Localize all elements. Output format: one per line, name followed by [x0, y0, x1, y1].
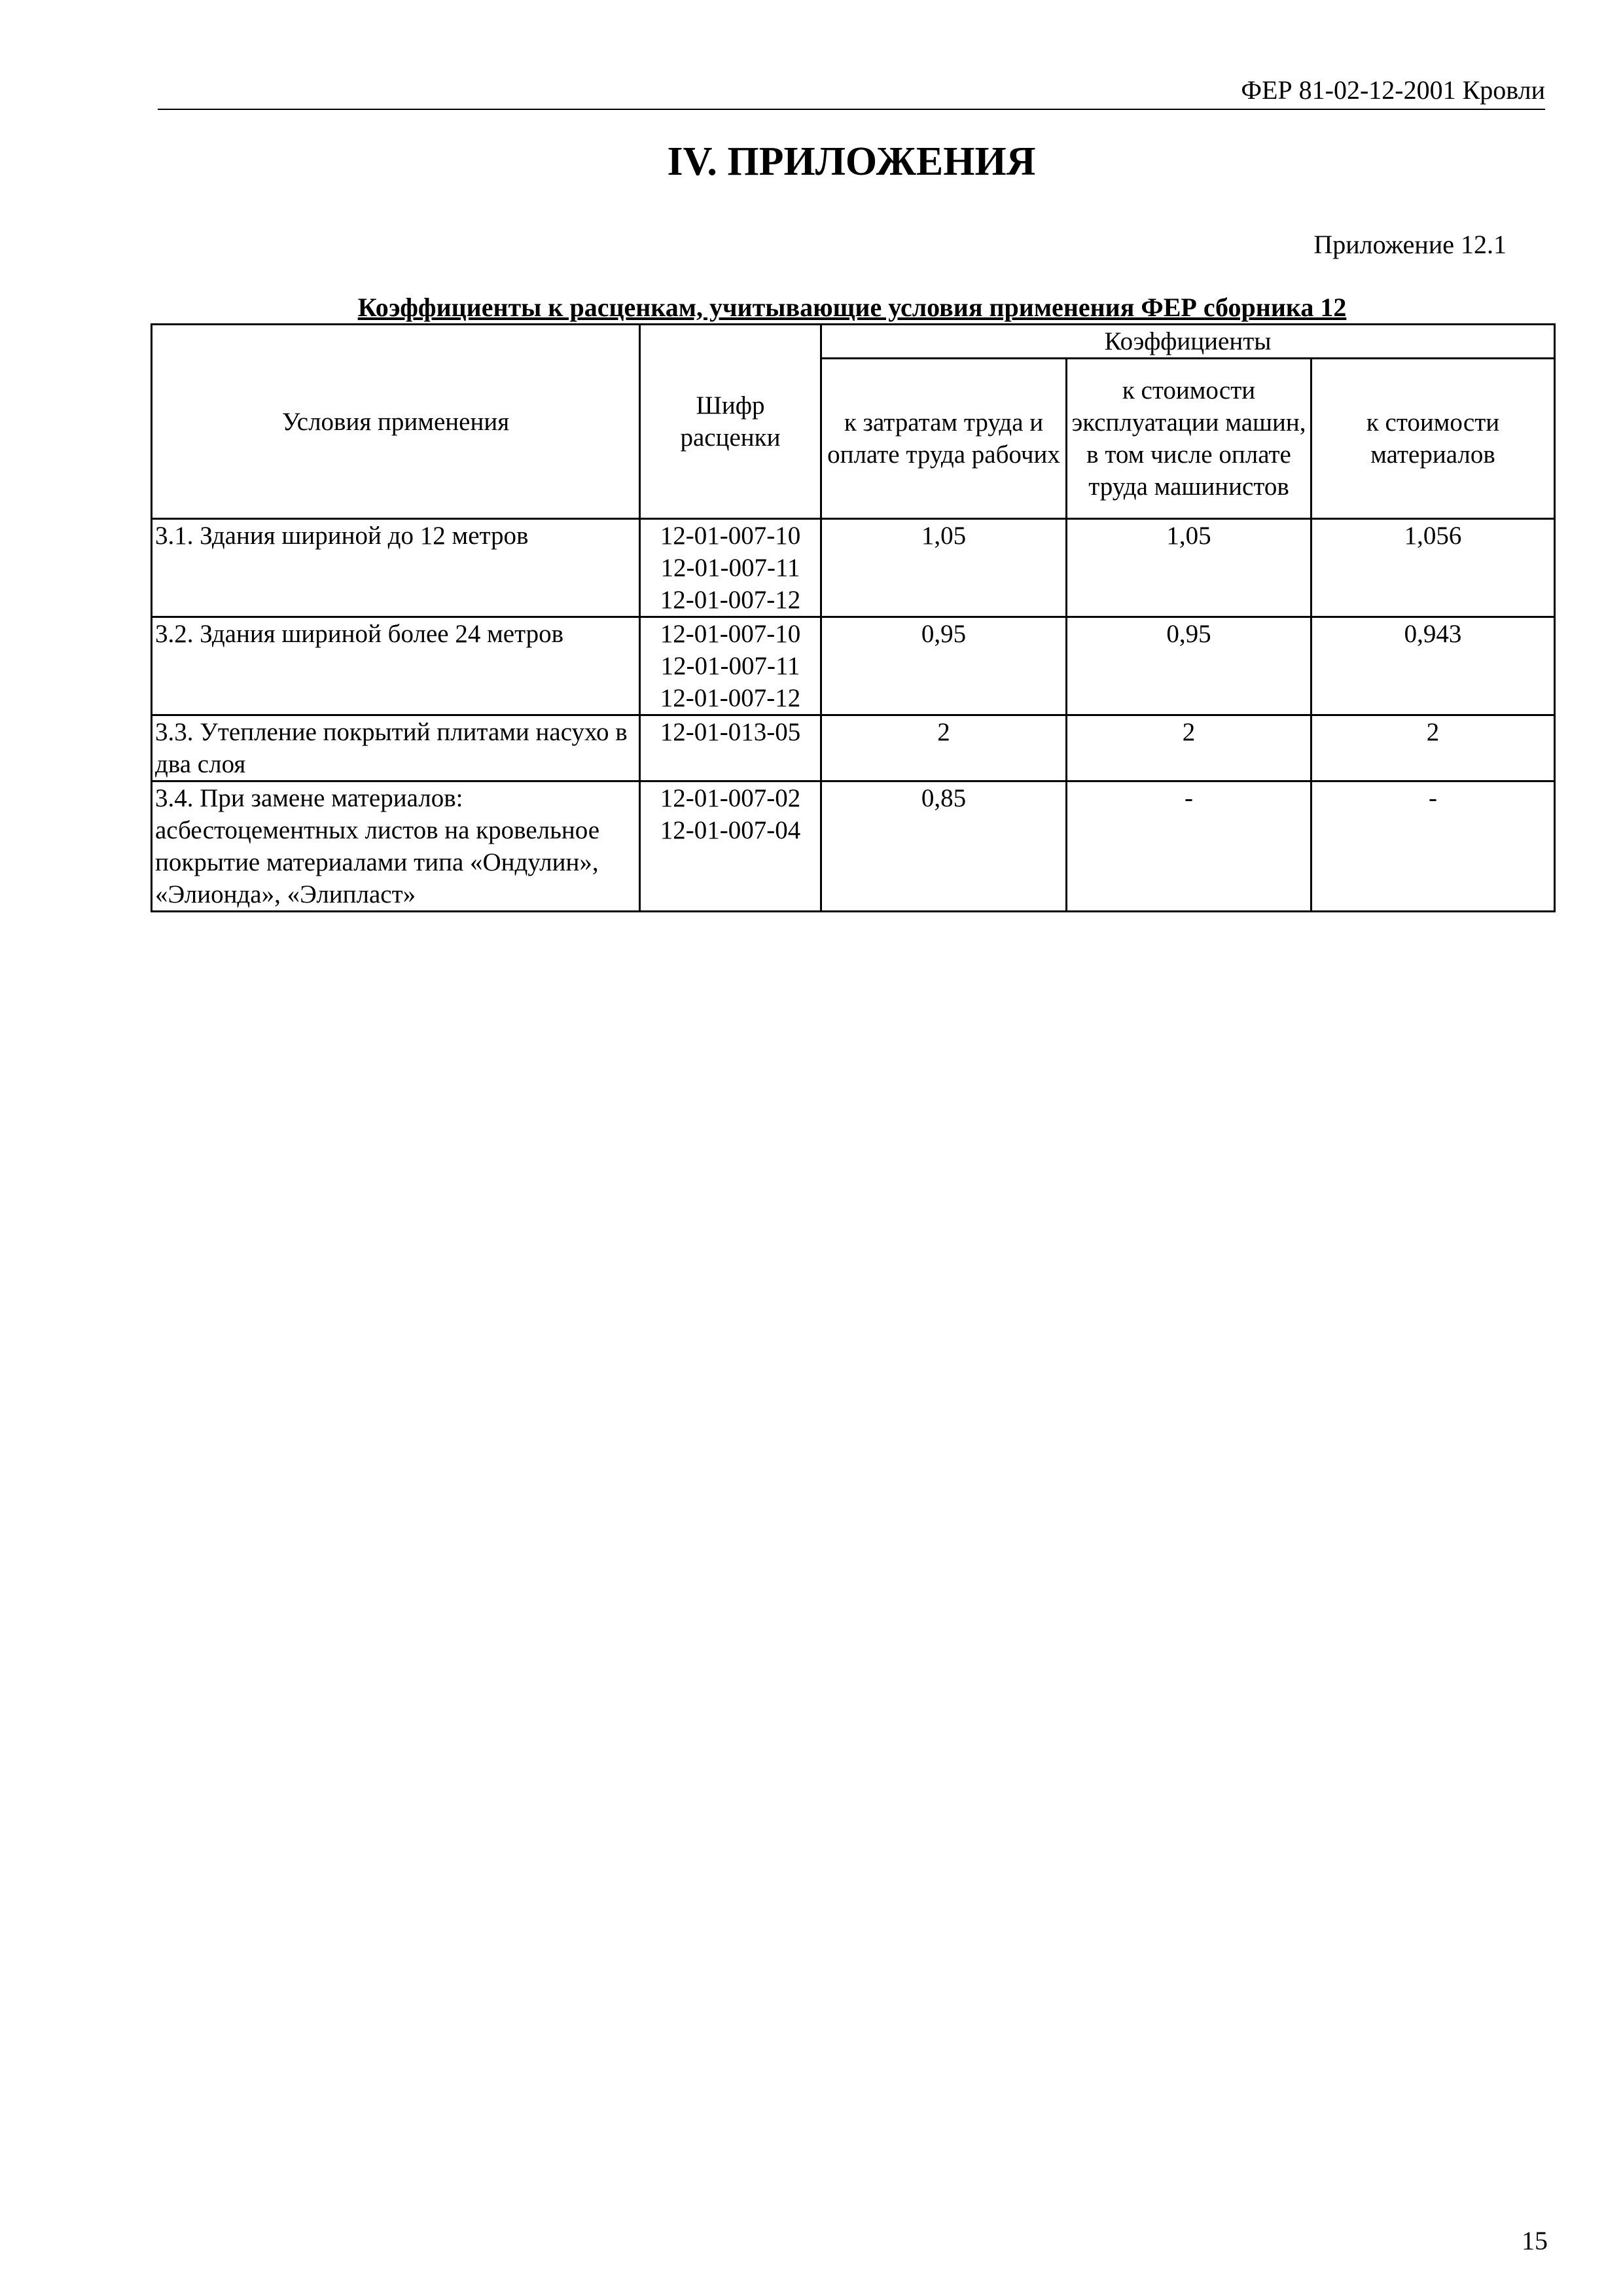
machines-coefficient: 1,05: [1067, 519, 1311, 617]
materials-coefficient: 2: [1311, 715, 1555, 781]
rate-code: 12-01-007-02: [660, 784, 801, 812]
labor-coefficient: 1,05: [821, 519, 1067, 617]
code-cell: [640, 519, 821, 617]
table-row: [152, 781, 1555, 912]
rate-code: 12-01-007-10: [660, 522, 801, 550]
rate-code: 12-01-007-10: [660, 620, 801, 648]
header-rule: [158, 109, 1545, 110]
labor-coefficient: 0,95: [821, 617, 1067, 715]
header-coefficients: Коэффициенты: [821, 325, 1555, 359]
machines-coefficient: -: [1067, 781, 1311, 912]
table-row: [152, 519, 1555, 617]
condition-cell: 3.3. Утепление покрытий плитами насухо в два слоя: [152, 715, 640, 781]
table-row: [152, 715, 1555, 781]
rate-code: 12-01-007-11: [660, 652, 800, 680]
materials-coefficient: -: [1311, 781, 1555, 912]
header-machines: к стоимости эксплуатации машин, в том числе оплате труда машинистов: [1067, 359, 1311, 519]
rate-code: 12-01-007-12: [660, 684, 801, 712]
section-title: IV. ПРИЛОЖЕНИЯ: [667, 139, 1036, 184]
header-conditions: Условия применения: [152, 325, 640, 519]
table-caption: Коэффициенты к расценкам, учитывающие условия применения ФЕР сборника 12: [357, 293, 1347, 322]
appendix-label: Приложение 12.1: [1313, 230, 1507, 259]
code-cell: [640, 715, 821, 781]
coefficients-table: [151, 323, 1556, 912]
code-cell: [640, 781, 821, 912]
header-materials: к стоимости материалов: [1311, 359, 1555, 519]
running-header: ФЕР 81-02-12-2001 Кровли: [1241, 75, 1545, 105]
condition-cell: 3.4. При замене материалов: асбестоцементных листов на кровельное покрытие материалами типа «Ондулин», «Элионда», «Элипласт»: [152, 781, 640, 912]
code-cell: [640, 617, 821, 715]
rate-code: 12-01-007-11: [660, 554, 800, 582]
machines-coefficient: 0,95: [1067, 617, 1311, 715]
materials-coefficient: 0,943: [1311, 617, 1555, 715]
table-row: [152, 617, 1555, 715]
condition-cell: 3.2. Здания шириной более 24 метров: [152, 617, 640, 715]
header-labor: к затратам труда и оплате труда рабочих: [821, 359, 1067, 519]
condition-cell: 3.1. Здания шириной до 12 метров: [152, 519, 640, 617]
page-number: 15: [1522, 2226, 1548, 2255]
labor-coefficient: 0,85: [821, 781, 1067, 912]
machines-coefficient: 2: [1067, 715, 1311, 781]
rate-code: 12-01-007-12: [660, 586, 801, 614]
materials-coefficient: 1,056: [1311, 519, 1555, 617]
header-code: Шифр расценки: [640, 325, 821, 519]
rate-code: 12-01-007-04: [660, 816, 801, 844]
labor-coefficient: 2: [821, 715, 1067, 781]
rate-code: 12-01-013-05: [660, 718, 801, 746]
